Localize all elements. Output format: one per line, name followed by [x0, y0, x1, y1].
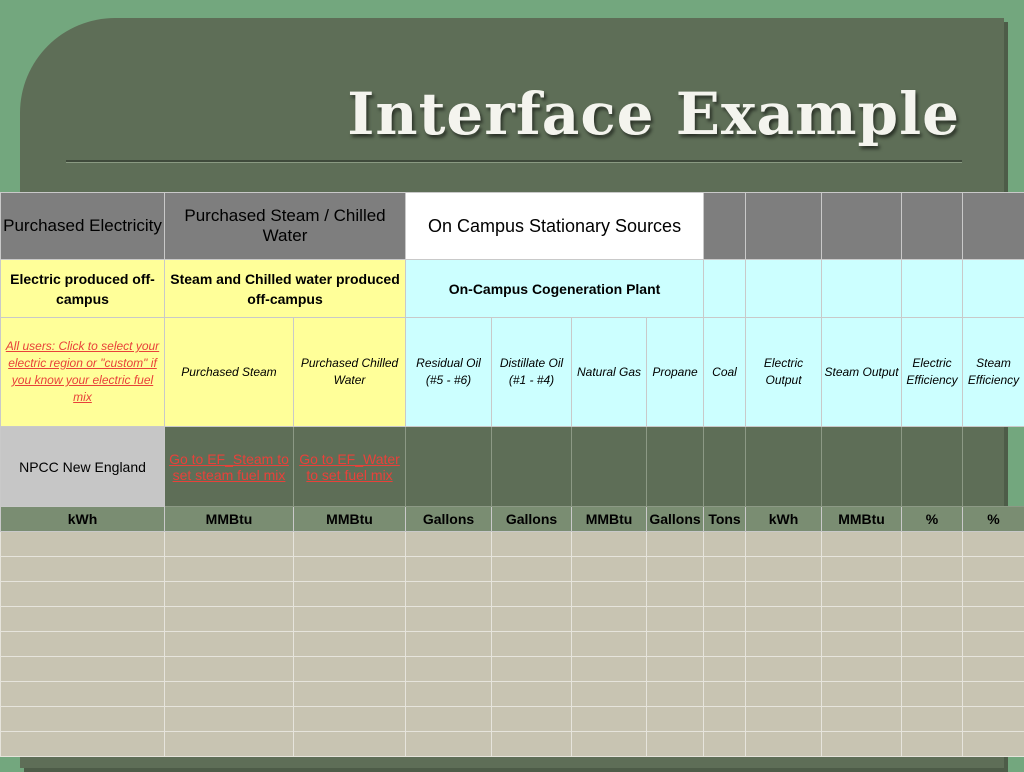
- data-cell[interactable]: [704, 682, 746, 707]
- data-cell[interactable]: [572, 657, 647, 682]
- data-cell[interactable]: [572, 582, 647, 607]
- subheader-cogeneration-plant[interactable]: On-Campus Cogeneration Plant: [406, 260, 704, 318]
- input-cell[interactable]: [963, 427, 1024, 507]
- data-rows: [1, 532, 1024, 757]
- data-cell[interactable]: [822, 732, 902, 757]
- input-cell[interactable]: [746, 427, 822, 507]
- data-row: [1, 632, 1024, 657]
- data-cell[interactable]: [492, 632, 572, 657]
- data-cell[interactable]: [746, 732, 822, 757]
- data-cell[interactable]: [165, 682, 294, 707]
- data-cell[interactable]: [406, 682, 492, 707]
- data-cell[interactable]: [963, 707, 1024, 732]
- subheader-empty-cell[interactable]: [746, 260, 822, 318]
- data-cell[interactable]: [704, 632, 746, 657]
- header-purchased-electricity[interactable]: Purchased Electricity: [1, 193, 165, 260]
- data-row: [1, 682, 1024, 707]
- steam-fuel-mix-link[interactable]: Go to EF_Steam to set steam fuel mix: [165, 427, 294, 507]
- subheader-electric-offcampus[interactable]: Electric produced off-campus: [1, 260, 165, 318]
- data-cell[interactable]: [746, 657, 822, 682]
- header-row: [1, 193, 1024, 260]
- data-cell[interactable]: [746, 707, 822, 732]
- data-cell[interactable]: [165, 732, 294, 757]
- header-on-campus-sources[interactable]: On Campus Stationary Sources: [406, 193, 704, 260]
- input-cell[interactable]: [822, 427, 902, 507]
- data-cell[interactable]: [492, 607, 572, 632]
- data-cell[interactable]: [572, 532, 647, 557]
- data-cell[interactable]: [1, 732, 165, 757]
- unit-cell: Gallons: [492, 507, 572, 532]
- data-cell[interactable]: [822, 532, 902, 557]
- input-cell[interactable]: [704, 427, 746, 507]
- data-cell[interactable]: [165, 707, 294, 732]
- data-cell[interactable]: [704, 532, 746, 557]
- data-cell[interactable]: [902, 657, 963, 682]
- data-cell[interactable]: [647, 532, 704, 557]
- subheader-empty-cell[interactable]: [822, 260, 902, 318]
- data-cell[interactable]: [822, 682, 902, 707]
- data-cell[interactable]: [406, 707, 492, 732]
- data-cell[interactable]: [822, 707, 902, 732]
- unit-cell: %: [963, 507, 1024, 532]
- title-divider: [66, 160, 962, 163]
- data-cell[interactable]: [746, 582, 822, 607]
- input-cell[interactable]: [647, 427, 704, 507]
- data-cell[interactable]: [963, 657, 1024, 682]
- header-purchased-steam[interactable]: Purchased Steam / Chilled Water: [165, 193, 406, 260]
- subheader-empty-cell[interactable]: [963, 260, 1024, 318]
- data-cell[interactable]: [902, 557, 963, 582]
- data-cell[interactable]: [1, 657, 165, 682]
- data-cell[interactable]: [294, 632, 406, 657]
- data-cell[interactable]: [1, 682, 165, 707]
- data-row: [1, 657, 1024, 682]
- column-names-row: [1, 318, 1024, 427]
- unit-cell: Tons: [704, 507, 746, 532]
- data-cell[interactable]: [902, 607, 963, 632]
- input-cell[interactable]: [572, 427, 647, 507]
- data-cell[interactable]: [294, 607, 406, 632]
- data-cell[interactable]: [902, 682, 963, 707]
- data-cell[interactable]: [647, 707, 704, 732]
- selection-row: [1, 427, 1024, 507]
- col-residual-oil[interactable]: Residual Oil (#5 - #6): [406, 318, 492, 427]
- data-cell[interactable]: [704, 557, 746, 582]
- units-row: [1, 507, 1024, 532]
- data-cell[interactable]: [647, 732, 704, 757]
- col-purchased-steam[interactable]: Purchased Steam: [165, 318, 294, 427]
- col-natural-gas[interactable]: Natural Gas: [572, 318, 647, 427]
- data-cell[interactable]: [165, 607, 294, 632]
- data-cell[interactable]: [1, 607, 165, 632]
- subheader-empty-cell[interactable]: [704, 260, 746, 318]
- data-cell[interactable]: [963, 632, 1024, 657]
- data-cell[interactable]: [963, 732, 1024, 757]
- col-coal[interactable]: Coal: [704, 318, 746, 427]
- unit-cell: kWh: [746, 507, 822, 532]
- data-cell[interactable]: [902, 632, 963, 657]
- data-cell[interactable]: [572, 632, 647, 657]
- data-cell[interactable]: [406, 732, 492, 757]
- data-cell[interactable]: [822, 582, 902, 607]
- data-cell[interactable]: [492, 582, 572, 607]
- data-cell[interactable]: [647, 607, 704, 632]
- data-row: [1, 582, 1024, 607]
- data-row: [1, 732, 1024, 757]
- data-cell[interactable]: [165, 582, 294, 607]
- col-electric-efficiency[interactable]: Electric Efficiency: [902, 318, 963, 427]
- data-cell[interactable]: [746, 557, 822, 582]
- data-cell[interactable]: [902, 582, 963, 607]
- data-cell[interactable]: [572, 732, 647, 757]
- data-cell[interactable]: [704, 732, 746, 757]
- data-cell[interactable]: [704, 707, 746, 732]
- data-cell[interactable]: [294, 557, 406, 582]
- data-row: [1, 607, 1024, 632]
- data-cell[interactable]: [822, 657, 902, 682]
- data-cell[interactable]: [406, 557, 492, 582]
- data-cell[interactable]: [406, 657, 492, 682]
- data-cell[interactable]: [294, 707, 406, 732]
- unit-cell: MMBtu: [822, 507, 902, 532]
- data-cell[interactable]: [647, 557, 704, 582]
- data-cell[interactable]: [406, 582, 492, 607]
- data-cell[interactable]: [1, 557, 165, 582]
- slide-title: Interface Example: [347, 80, 960, 148]
- data-cell[interactable]: [294, 657, 406, 682]
- col-electric-output[interactable]: Electric Output: [746, 318, 822, 427]
- data-cell[interactable]: [1, 707, 165, 732]
- data-cell[interactable]: [647, 582, 704, 607]
- data-cell[interactable]: [704, 582, 746, 607]
- col-distillate-oil[interactable]: Distillate Oil (#1 - #4): [492, 318, 572, 427]
- header-empty-cell[interactable]: [902, 193, 963, 260]
- data-cell[interactable]: [902, 732, 963, 757]
- data-cell[interactable]: [1, 532, 165, 557]
- region-select-cell[interactable]: NPCC New England: [1, 427, 165, 507]
- subheader-row: [1, 260, 1024, 318]
- data-cell[interactable]: [822, 632, 902, 657]
- data-row: [1, 532, 1024, 557]
- data-cell[interactable]: [572, 607, 647, 632]
- data-cell[interactable]: [572, 557, 647, 582]
- header-empty-cell[interactable]: [963, 193, 1024, 260]
- data-cell[interactable]: [165, 657, 294, 682]
- unit-cell: Gallons: [406, 507, 492, 532]
- data-cell[interactable]: [963, 557, 1024, 582]
- data-cell[interactable]: [822, 607, 902, 632]
- data-cell[interactable]: [822, 557, 902, 582]
- header-empty-cell[interactable]: [746, 193, 822, 260]
- spreadsheet-table: [0, 192, 1024, 757]
- data-cell[interactable]: [704, 607, 746, 632]
- data-cell[interactable]: [492, 732, 572, 757]
- header-empty-cell[interactable]: [822, 193, 902, 260]
- data-cell[interactable]: [294, 732, 406, 757]
- data-cell[interactable]: [492, 707, 572, 732]
- subheader-empty-cell[interactable]: [902, 260, 963, 318]
- data-cell[interactable]: [647, 682, 704, 707]
- data-cell[interactable]: [492, 682, 572, 707]
- data-cell[interactable]: [1, 582, 165, 607]
- unit-cell: Gallons: [647, 507, 704, 532]
- data-cell[interactable]: [165, 557, 294, 582]
- data-cell[interactable]: [746, 632, 822, 657]
- data-cell[interactable]: [165, 632, 294, 657]
- data-cell[interactable]: [294, 582, 406, 607]
- col-steam-efficiency[interactable]: Steam Efficiency: [963, 318, 1024, 427]
- data-cell[interactable]: [704, 657, 746, 682]
- data-cell[interactable]: [294, 682, 406, 707]
- data-cell[interactable]: [902, 532, 963, 557]
- data-row: [1, 557, 1024, 582]
- unit-cell: MMBtu: [294, 507, 406, 532]
- region-instructions-link[interactable]: All users: Click to select your electric region or "custom" if you know your electric fuel mix: [1, 318, 165, 427]
- data-cell[interactable]: [963, 532, 1024, 557]
- data-cell[interactable]: [902, 707, 963, 732]
- data-cell[interactable]: [963, 582, 1024, 607]
- data-cell[interactable]: [1, 632, 165, 657]
- data-cell[interactable]: [647, 632, 704, 657]
- unit-cell: MMBtu: [572, 507, 647, 532]
- data-row: [1, 707, 1024, 732]
- data-cell[interactable]: [165, 532, 294, 557]
- water-fuel-mix-link[interactable]: Go to EF_Water to set fuel mix: [294, 427, 406, 507]
- data-cell[interactable]: [406, 632, 492, 657]
- data-cell[interactable]: [647, 657, 704, 682]
- input-cell[interactable]: [902, 427, 963, 507]
- data-cell[interactable]: [294, 532, 406, 557]
- data-cell[interactable]: [746, 607, 822, 632]
- data-cell[interactable]: [963, 607, 1024, 632]
- input-cell[interactable]: [492, 427, 572, 507]
- input-cell[interactable]: [406, 427, 492, 507]
- col-steam-output[interactable]: Steam Output: [822, 318, 902, 427]
- subheader-steam-offcampus[interactable]: Steam and Chilled water produced off-campus: [165, 260, 406, 318]
- col-purchased-chilled-water[interactable]: Purchased Chilled Water: [294, 318, 406, 427]
- header-empty-cell[interactable]: [704, 193, 746, 260]
- data-cell[interactable]: [963, 682, 1024, 707]
- unit-cell: MMBtu: [165, 507, 294, 532]
- data-cell[interactable]: [746, 682, 822, 707]
- data-cell[interactable]: [492, 532, 572, 557]
- col-propane[interactable]: Propane: [647, 318, 704, 427]
- data-cell[interactable]: [746, 532, 822, 557]
- data-cell[interactable]: [492, 557, 572, 582]
- data-cell[interactable]: [572, 707, 647, 732]
- unit-cell: %: [902, 507, 963, 532]
- unit-cell: kWh: [1, 507, 165, 532]
- data-cell[interactable]: [406, 607, 492, 632]
- data-cell[interactable]: [492, 657, 572, 682]
- data-cell[interactable]: [406, 532, 492, 557]
- data-cell[interactable]: [572, 682, 647, 707]
